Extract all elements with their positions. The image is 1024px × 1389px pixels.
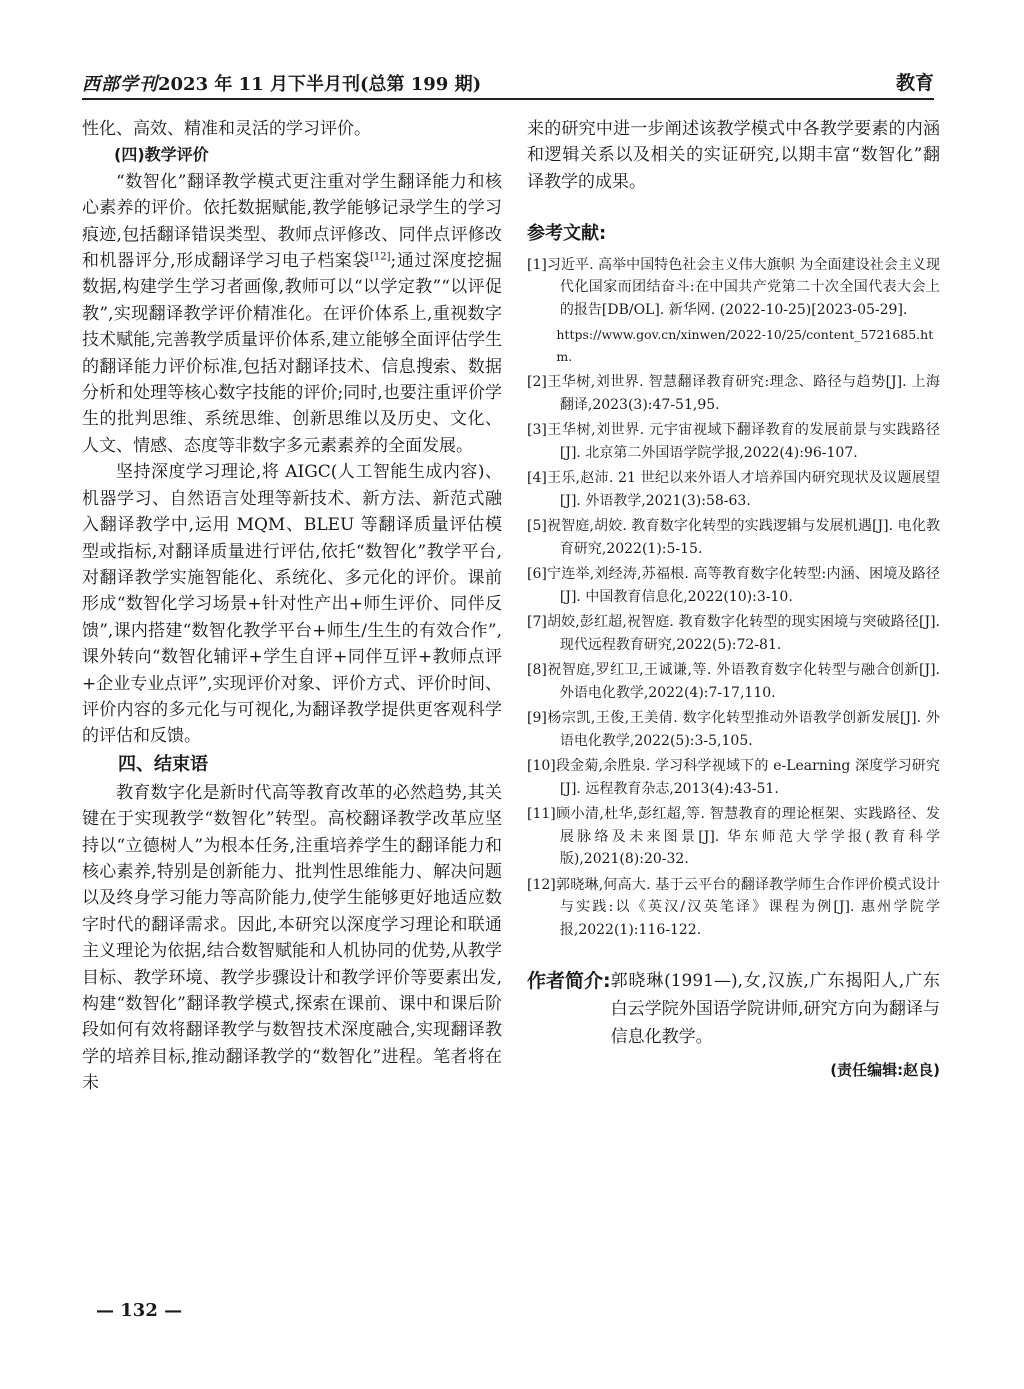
- paragraph-deep-learning: 坚持深度学习理论,将 AIGC(人工智能生成内容)、机器学习、自然语言处理等新技术、新方法、新范式融入翻译教学中,运用 MQM、BLEU 等翻译质量评估模型或指标,对翻译质量进行评估,依托“数智化”教学平台,对翻译教学实施智能化、系统化、多元化的评价。课前形成“数智化学习场景+针对性产出+师生评价、同伴反馈”,课内搭建“数智化教学平台+师生/生生的有效合作”,课外转向“数智化辅评+学生自评+同伴互评+教师点评+企业专业点评”,实现评价对象、评价方式、评价时间、评价内容的多元化与可视化,为翻译教学提供更客观科学的评估和反馈。: [82, 462, 502, 747]
- reference-url: https://www.gov.cn/xinwen/2022-10/25/content_5721685.htm.: [556, 327, 934, 365]
- reference-item: [12]郭晓琳,何高大. 基于云平台的翻译教学师生合作评价模式设计与实践:以《英汉/汉英笔译》课程为例[J]. 惠州学院学报,2022(1):116-122.: [527, 876, 940, 938]
- reference-item: [3]王华树,刘世界. 元宇宙视域下翻译教育的发展前景与实践路径[J]. 北京第二外国语学院学报,2022(4):96-107.: [527, 422, 940, 461]
- reference-item: [1]习近平. 高举中国特色社会主义伟大旗帜 为全面建设社会主义现代化国家而团结奋斗:在中国共产党第二十次全国代表大会上的报告[DB/OL]. 新华网. (2022-10-25)[2023-05-29].: [527, 256, 940, 318]
- reference-item: [4]王乐,赵沛. 21 世纪以来外语人才培养国内研究现状及议题展望[J]. 外语教学,2021(3):58-63.: [527, 470, 940, 509]
- author-bio-text: 郭晓琳(1991—),女,汉族,广东揭阳人,广东白云学院外国语学院讲师,研究方向为翻译与信息化教学。: [610, 971, 940, 1048]
- reference-item: [6]宁连举,刘经涛,苏福根. 高等教育数字化转型:内涵、困境及路径[J]. 中国教育信息化,2022(10):3-10.: [527, 566, 940, 605]
- reference-item: [9]杨宗凯,王俊,王美倩. 数字化转型推动外语教学创新发展[J]. 外语电化教学,2022(5):3-5,105.: [527, 710, 940, 749]
- citation-marker: [12]: [370, 251, 391, 263]
- paragraph-continued: 来的研究中进一步阐述该教学模式中各教学要素的内涵和逻辑关系以及相关的实证研究,以期丰富“数智化”翻译教学的成果。: [527, 119, 940, 192]
- references-title: 参考文献:: [527, 223, 607, 245]
- responsible-editor: (责任编辑:赵良): [830, 1061, 940, 1080]
- reference-item: [2]王华树,刘世界. 智慧翻译教育研究:理念、路径与趋势[J]. 上海翻译,2023(3):47-51,95.: [527, 374, 940, 413]
- journal-header: [82, 70, 481, 96]
- reference-item: [10]段金菊,余胜泉. 学习科学视域下的 e-Learning 深度学习研究[J]. 远程教育杂志,2013(4):43-51.: [527, 758, 940, 797]
- page-number: — 132 —: [96, 1300, 183, 1321]
- paragraph-text: “数智化”翻译教学模式更注重对学生翻译能力和核心素养的评价。依托数据赋能,教学能够记录学生的学习痕迹,包括翻译错误类型、教师点评修改、同伴点评修改和机器评分,形成翻译学习电子档案袋: [82, 171, 502, 272]
- paragraph-conclusion: 教育数字化是新时代高等教育改革的必然趋势,其关键在于实现教学“数智化”转型。高校翻译教学改革应坚持以“立德树人”为根本任务,注重培养学生的翻译能力和核心素养,特别是创新能力、批判性思维能力、解决问题以及终身学习能力等高阶能力,使学生能够更好地适应数字时代的翻译需求。因此,本研究以深度学习理论和联通主义理论为依据,结合数智赋能和人机协同的优势,从教学目标、教学环境、教学步骤设计和教学评价等要素出发,构建“数智化”翻译教学模式,探索在课前、课中和课后阶段如何有效将翻译教学与数智技术深度融合,实现翻译教学的培养目标,推动翻译教学的“数智化”进程。笔者将在未: [82, 782, 502, 1094]
- reference-item: [7]胡姣,彭红超,祝智庭. 教育数字化转型的现实困境与突破路径[J]. 现代远程教育研究,2022(5):72-81.: [527, 614, 940, 653]
- reference-list: [527, 254, 940, 942]
- journal-logo: 西部学刊: [82, 74, 158, 95]
- reference-item: [8]祝智庭,罗红卫,王诚谦,等. 外语教育数字化转型与融合创新[J]. 外语电化教学,2022(4):7-17,110.: [527, 662, 940, 701]
- subsection-heading: (四)教学评价: [114, 145, 209, 165]
- section-heading-conclusion: 四、结束语: [118, 753, 208, 775]
- issue-info: 2023 年 11 月下半月刊(总第 199 期): [158, 74, 482, 95]
- author-bio-label: 作者简介:: [527, 970, 611, 993]
- reference-item: [5]祝智庭,胡姣. 教育数字化转型的实践逻辑与发展机遇[J]. 电化教育研究,2022(1):5-15.: [527, 518, 940, 557]
- author-bio: [527, 967, 940, 1051]
- right-column: [527, 116, 940, 1084]
- section-name: 教育: [895, 72, 934, 94]
- paragraph-continued: 性化、高效、精准和灵活的学习评价。: [82, 119, 371, 139]
- paragraph-text: ;通过深度挖掘数据,构建学生学习者画像,教师可以“以学定教”“以评促教”,实现翻译教学评价精准化。在评价体系上,重视数字技术赋能,完善教学质量评价体系,建立能够全面评估学生的翻译能力评价标准,包括对翻译技术、信息搜索、数据分析和处理等核心数字技能的评价;同时,也要注重评价学生的批判思维、系统思维、创新思维以及历史、文化、人文、情感、态度等非数字多元素素养的全面发展。: [82, 251, 502, 456]
- paragraph-evaluation: [82, 169, 502, 459]
- reference-item: [11]顾小清,杜华,彭红超,等. 智慧教育的理论框架、实践路径、发展脉络及未来图景[J]. 华东师范大学学报(教育科学版),2021(8):20-32.: [527, 806, 940, 868]
- left-column: [82, 116, 502, 1097]
- running-header: [82, 66, 934, 100]
